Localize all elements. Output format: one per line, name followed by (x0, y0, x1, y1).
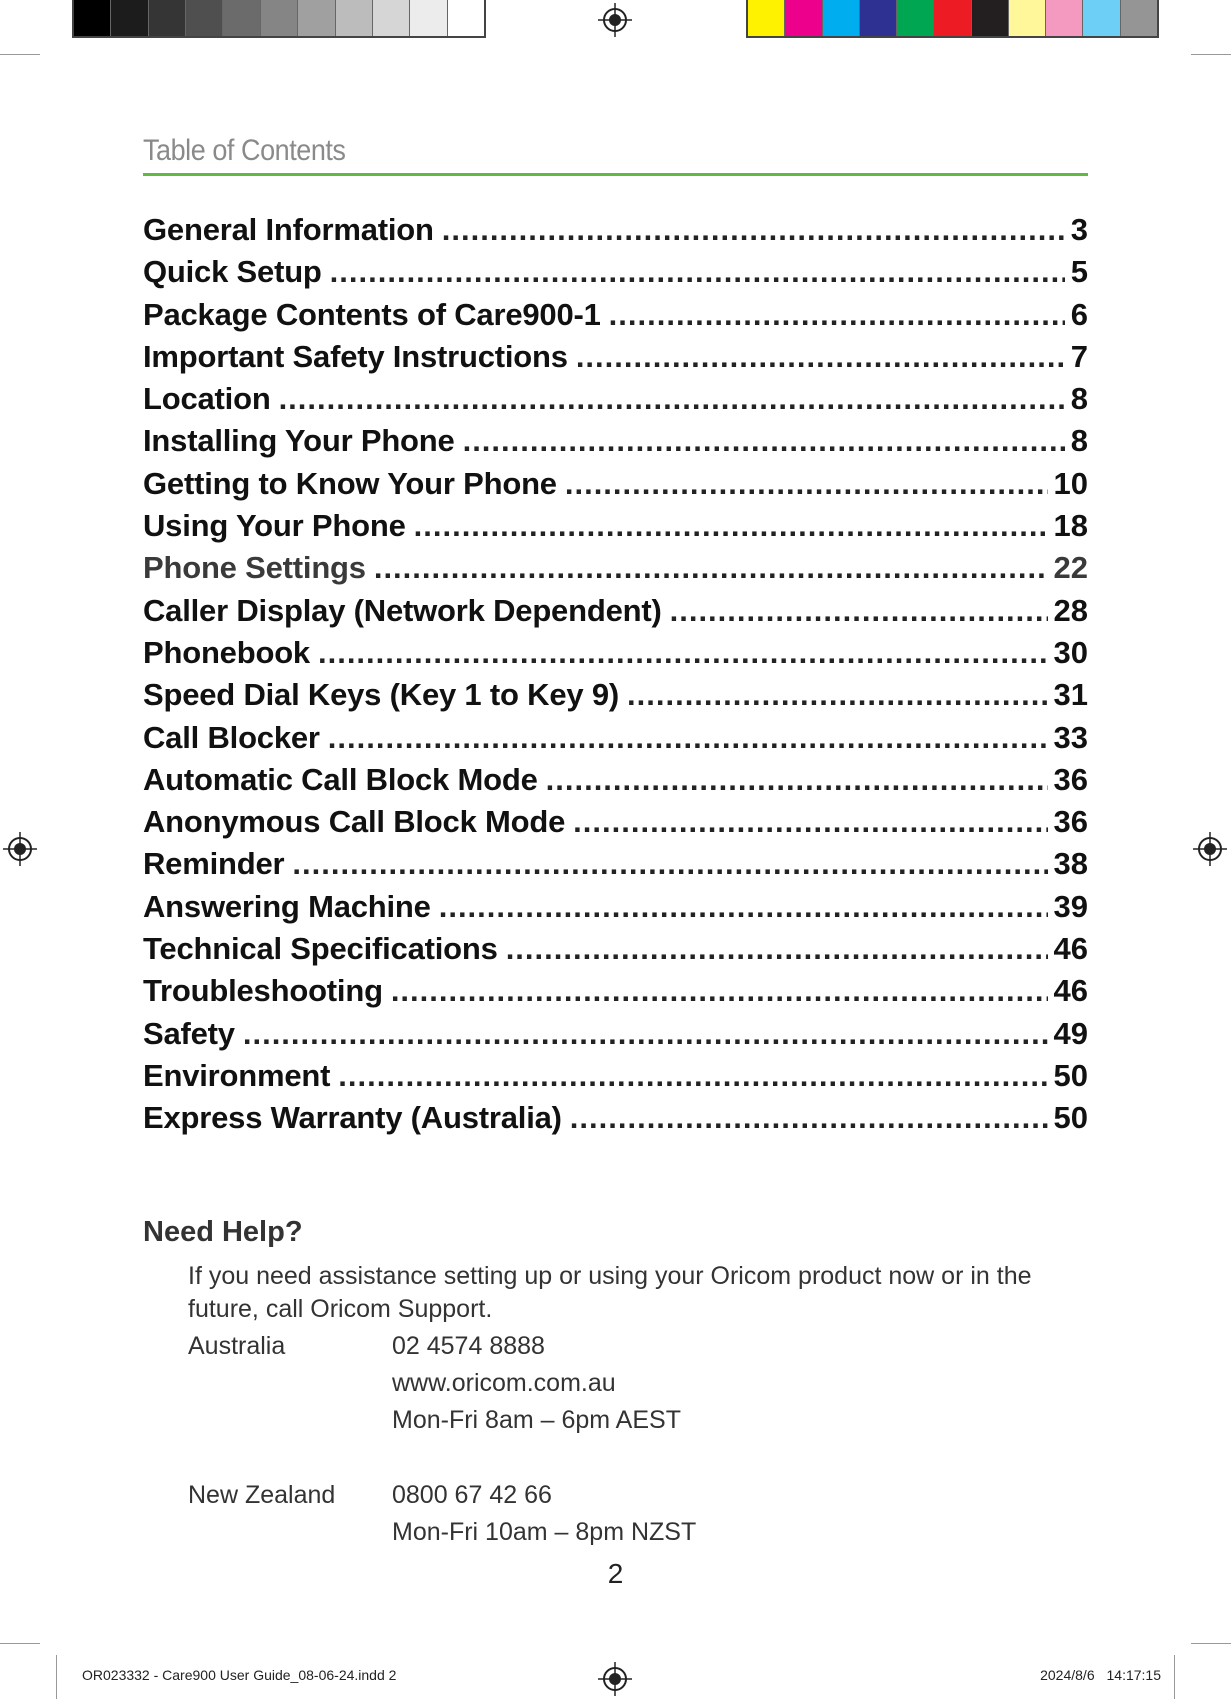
toc-entry-title: Reminder (143, 846, 285, 882)
toc-entry-page: 3 (1070, 212, 1088, 247)
cmyk-swatch (897, 0, 934, 36)
gray-swatch (410, 0, 447, 36)
toc-entry[interactable] (143, 1058, 1088, 1100)
toc-entry-page: 28 (1053, 592, 1088, 628)
toc-entry[interactable] (143, 423, 1088, 465)
gray-swatch (336, 0, 373, 36)
footer-timestamp: 2024/8/6 14:17:15 (1040, 1667, 1161, 1683)
toc-entry[interactable] (143, 212, 1088, 254)
crop-mark-bottom-left-h (0, 1643, 40, 1644)
toc-entry[interactable] (143, 593, 1088, 635)
toc-entry-title: Technical Specifications (143, 931, 498, 967)
toc-entry-page: 30 (1053, 634, 1088, 670)
toc-entry-title: Caller Display (Network Dependent) (143, 592, 662, 628)
toc-entry[interactable] (143, 677, 1088, 719)
toc-entry-title: Phone Settings (143, 550, 366, 586)
toc-entry-page: 46 (1053, 931, 1088, 967)
toc-entry[interactable] (143, 297, 1088, 339)
toc-dot-leader (439, 889, 1048, 925)
toc-entry-title: Automatic Call Block Mode (143, 761, 538, 797)
cmyk-swatch (1009, 0, 1046, 36)
footer-file-name: OR023332 - Care900 User Guide_08-06-24.indd 2 (82, 1667, 397, 1683)
toc-entry-page: 22 (1053, 550, 1088, 586)
toc-entry-title: Answering Machine (143, 888, 431, 924)
toc-entry-page: 10 (1053, 465, 1088, 501)
registration-mark-top (598, 3, 632, 37)
toc-entry[interactable] (143, 1100, 1088, 1142)
toc-entry[interactable] (143, 804, 1088, 846)
cmyk-swatch (748, 0, 785, 36)
toc-entry[interactable] (143, 381, 1088, 423)
toc-dot-leader (279, 381, 1065, 417)
toc-entry-page: 31 (1053, 677, 1088, 713)
toc-entry-page: 50 (1053, 1057, 1088, 1093)
toc-dot-leader (565, 466, 1048, 502)
toc-dot-leader (414, 508, 1048, 544)
help-heading: Need Help? (143, 1216, 303, 1248)
toc-entry-title: Call Blocker (143, 719, 320, 755)
toc-entry-title: General Information (143, 212, 434, 247)
toc-entry-page: 8 (1070, 381, 1088, 417)
toc-dot-leader (627, 677, 1048, 713)
toc-dot-leader (374, 550, 1048, 586)
crop-mark-top-right (1191, 54, 1231, 55)
toc-entry-page: 36 (1053, 804, 1088, 840)
new-zealand-hours: Mon-Fri 10am – 8pm NZST (392, 1518, 697, 1546)
toc-entry[interactable] (143, 762, 1088, 804)
toc-entry-page: 36 (1053, 761, 1088, 797)
crop-mark-bottom-left-v (56, 1655, 57, 1699)
gray-swatch (149, 0, 186, 36)
toc-entry-title: Location (143, 381, 271, 417)
toc-entry-title: Environment (143, 1057, 331, 1093)
toc-entry[interactable] (143, 635, 1088, 677)
toc-entry-page: 8 (1070, 423, 1088, 459)
toc-entry[interactable] (143, 973, 1088, 1015)
new-zealand-label: New Zealand (188, 1481, 336, 1509)
cmyk-swatch (785, 0, 822, 36)
crop-mark-bottom-right-h (1191, 1643, 1231, 1644)
gray-swatch (186, 0, 223, 36)
australia-hours: Mon-Fri 8am – 6pm AEST (392, 1406, 681, 1434)
toc-heading-rule (143, 173, 1088, 176)
cmyk-color-bar (746, 0, 1159, 38)
gray-swatch (74, 0, 111, 36)
toc-entry[interactable] (143, 1016, 1088, 1058)
toc-entry-page: 18 (1053, 508, 1088, 544)
toc-list (143, 212, 1088, 1143)
help-text: If you need assistance setting up or using your Oricom product now or in the future, call Oricom Support. (188, 1262, 1032, 1323)
toc-entry[interactable] (143, 508, 1088, 550)
gray-swatch (298, 0, 335, 36)
toc-dot-leader (546, 762, 1048, 798)
australia-label: Australia (188, 1332, 286, 1360)
toc-entry-title: Speed Dial Keys (Key 1 to Key 9) (143, 677, 620, 713)
toc-dot-leader (570, 1100, 1048, 1136)
toc-dot-leader (318, 635, 1048, 671)
cmyk-swatch (934, 0, 971, 36)
toc-dot-leader (330, 254, 1065, 290)
toc-entry[interactable] (143, 254, 1088, 296)
toc-entry-title: Troubleshooting (143, 973, 383, 1009)
page-number: 2 (607, 1558, 624, 1589)
crop-mark-top-left (0, 54, 40, 55)
cmyk-swatch (1046, 0, 1083, 36)
toc-entry-title: Phonebook (143, 634, 310, 670)
toc-entry-title: Installing Your Phone (143, 423, 455, 459)
gray-swatch (261, 0, 298, 36)
cmyk-swatch (860, 0, 897, 36)
australia-phone: 02 4574 8888 (392, 1332, 545, 1360)
toc-entry-title: Quick Setup (143, 254, 322, 290)
toc-entry-title: Package Contents of Care900-1 (143, 296, 601, 332)
new-zealand-phone: 0800 67 42 66 (392, 1481, 552, 1509)
toc-dot-leader (463, 423, 1065, 459)
toc-dot-leader (391, 973, 1048, 1009)
cmyk-swatch (972, 0, 1009, 36)
toc-entry-page: 50 (1053, 1100, 1088, 1136)
crop-mark-bottom-right-v (1174, 1655, 1175, 1699)
toc-entry-page: 7 (1070, 338, 1088, 374)
toc-entry-title: Express Warranty (Australia) (143, 1100, 562, 1136)
toc-dot-leader (573, 804, 1047, 840)
toc-entry[interactable] (143, 931, 1088, 973)
toc-entry-page: 33 (1053, 719, 1088, 755)
toc-dot-leader (338, 1058, 1047, 1094)
toc-entry-title: Using Your Phone (143, 508, 406, 544)
gray-swatch (373, 0, 410, 36)
toc-entry-page: 38 (1053, 846, 1088, 882)
toc-entry-title: Important Safety Instructions (143, 338, 568, 374)
toc-entry-title: Safety (143, 1015, 235, 1051)
cmyk-swatch (1083, 0, 1120, 36)
toc-entry[interactable] (143, 550, 1088, 592)
toc-entry-title: Getting to Know Your Phone (143, 465, 557, 501)
registration-mark-right (1193, 832, 1227, 866)
toc-dot-leader (670, 593, 1048, 629)
australia-website[interactable]: www.oricom.com.au (392, 1369, 616, 1397)
toc-entry[interactable] (143, 889, 1088, 931)
toc-entry-title: Anonymous Call Block Mode (143, 804, 566, 840)
toc-dot-leader (506, 931, 1048, 967)
toc-entry-page: 49 (1053, 1015, 1088, 1051)
gray-swatch (111, 0, 148, 36)
toc-dot-leader (576, 339, 1065, 375)
toc-entry[interactable] (143, 339, 1088, 381)
gray-swatch (448, 0, 484, 36)
toc-heading: Table of Contents (143, 134, 346, 167)
toc-entry[interactable] (143, 720, 1088, 762)
toc-dot-leader (442, 212, 1065, 248)
toc-dot-leader (243, 1016, 1048, 1052)
registration-mark-left (3, 832, 37, 866)
cmyk-swatch (1121, 0, 1157, 36)
toc-dot-leader (609, 297, 1065, 333)
gray-swatch (223, 0, 260, 36)
registration-mark-bottom (598, 1662, 632, 1696)
toc-entry-page: 46 (1053, 973, 1088, 1009)
toc-dot-leader (292, 846, 1047, 882)
toc-entry-page: 39 (1053, 888, 1088, 924)
toc-entry[interactable] (143, 466, 1088, 508)
cmyk-swatch (823, 0, 860, 36)
toc-dot-leader (328, 720, 1048, 756)
toc-entry-page: 5 (1070, 254, 1088, 290)
gray-color-bar (72, 0, 486, 38)
toc-entry[interactable] (143, 846, 1088, 888)
toc-entry-page: 6 (1070, 296, 1088, 332)
